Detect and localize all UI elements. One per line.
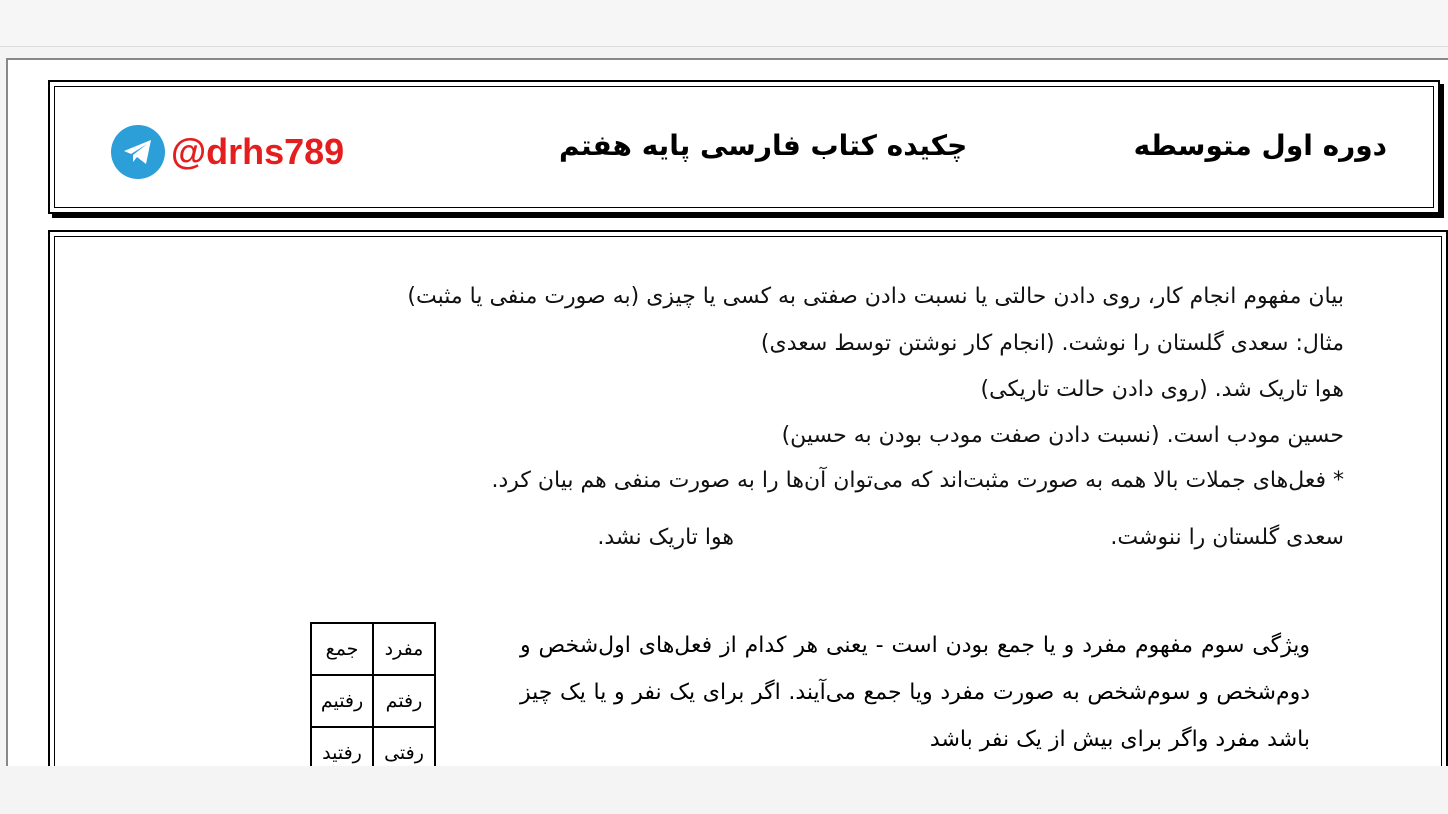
telegram-handle: @drhs789 — [171, 131, 345, 172]
table-cell: رفتید — [311, 727, 373, 779]
table-cell: رفتی — [373, 727, 435, 779]
paragraph: ویژگی سوم مفهوم مفرد و یا جمع بودن است - یعنی هر کدام از فعل‌های اول‌شخص و دوم‌شخص و سوم‌شخص به صورت مفرد ویا جمع می‌آیند. اگر برای یک نفر و یا یک چیز باشد مفرد واگر برای بیش از یک نفر باشد — [520, 633, 1310, 752]
text-line: * فعل‌های جملات بالا همه به صورت مثبت‌اند که می‌توان آن‌ها را به صورت منفی هم بیان کرد. — [491, 468, 1344, 493]
viewer-toolbar — [0, 0, 1448, 47]
text-line: هوا تاریک شد. (روی دادن حالت تاریکی) — [980, 377, 1344, 402]
negative-example: سعدی گلستان را ننوشت. — [1110, 525, 1344, 550]
telegram-link[interactable] — [111, 125, 344, 179]
header-box — [48, 80, 1440, 214]
negative-example: هوا تاریک نشد. — [597, 525, 734, 550]
text-line: بیان مفهوم انجام کار، روی دادن حالتی یا نسبت دادن صفتی به کسی یا چیزی (به صورت منفی یا مثبت) — [407, 284, 1344, 309]
header-level: دوره اول متوسطه — [1133, 129, 1387, 162]
text-line: حسین مودب است. (نسبت دادن صفت مودب بودن به حسین) — [781, 423, 1344, 448]
table-cell: جمع — [311, 623, 373, 675]
bottom-bar — [0, 766, 1448, 814]
telegram-icon — [111, 125, 165, 179]
table-cell: مفرد — [373, 623, 435, 675]
verb-table — [310, 622, 436, 780]
table-cell: رفتیم — [311, 675, 373, 727]
header-title: چکیده کتاب فارسی پایه هفتم — [559, 129, 968, 162]
text-line: مثال: سعدی گلستان را نوشت. (انجام کار نوشتن توسط سعدی) — [760, 331, 1344, 356]
table-cell: رفتم — [373, 675, 435, 727]
